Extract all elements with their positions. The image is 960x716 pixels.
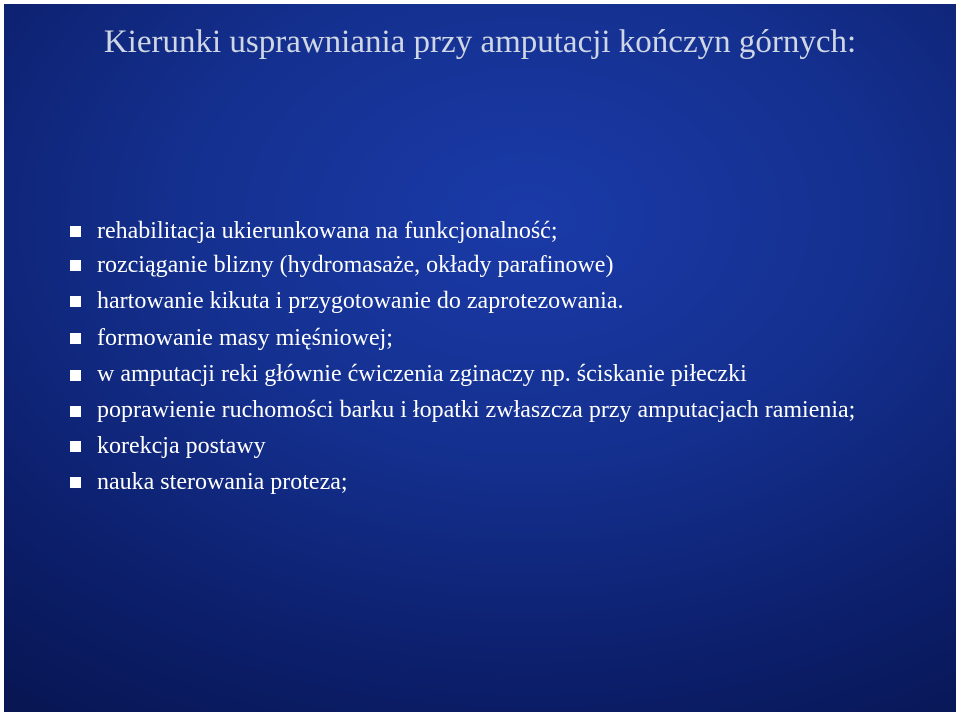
list-item-text: rozciąganie blizny (hydromasaże, okłady parafinowe) bbox=[97, 252, 614, 278]
square-bullet-icon bbox=[70, 370, 81, 381]
square-bullet-icon bbox=[70, 260, 81, 271]
slide-title: Kierunki usprawniania przy amputacji kończyn górnych: bbox=[103, 24, 857, 60]
list-item bbox=[62, 429, 922, 463]
slide bbox=[4, 4, 956, 712]
list-item bbox=[62, 321, 922, 355]
list-item-text: poprawienie ruchomości barku i łopatki zwłaszcza przy amputacjach ramienia; bbox=[97, 397, 856, 423]
list-item-text: w amputacji reki głównie ćwiczenia zginaczy np. ściskanie piłeczki bbox=[97, 361, 747, 387]
list-item-text: korekcja postawy bbox=[97, 433, 266, 459]
square-bullet-icon bbox=[70, 226, 81, 237]
square-bullet-icon bbox=[70, 477, 81, 488]
square-bullet-icon bbox=[70, 333, 81, 344]
list-item bbox=[62, 248, 922, 282]
list-item bbox=[62, 284, 922, 318]
bullet-list bbox=[62, 214, 922, 499]
square-bullet-icon bbox=[70, 296, 81, 307]
square-bullet-icon bbox=[70, 406, 81, 417]
list-item-text: formowanie masy mięśniowej; bbox=[97, 325, 393, 351]
list-item bbox=[62, 214, 922, 248]
list-item bbox=[62, 465, 922, 499]
list-item bbox=[62, 358, 922, 391]
list-item-text: hartowanie kikuta i przygotowanie do zaprotezowania. bbox=[97, 288, 624, 314]
list-item bbox=[62, 394, 922, 427]
square-bullet-icon bbox=[70, 441, 81, 452]
list-item-text: nauka sterowania proteza; bbox=[97, 469, 348, 495]
list-item-text: rehabilitacja ukierunkowana na funkcjonalność; bbox=[97, 218, 558, 244]
